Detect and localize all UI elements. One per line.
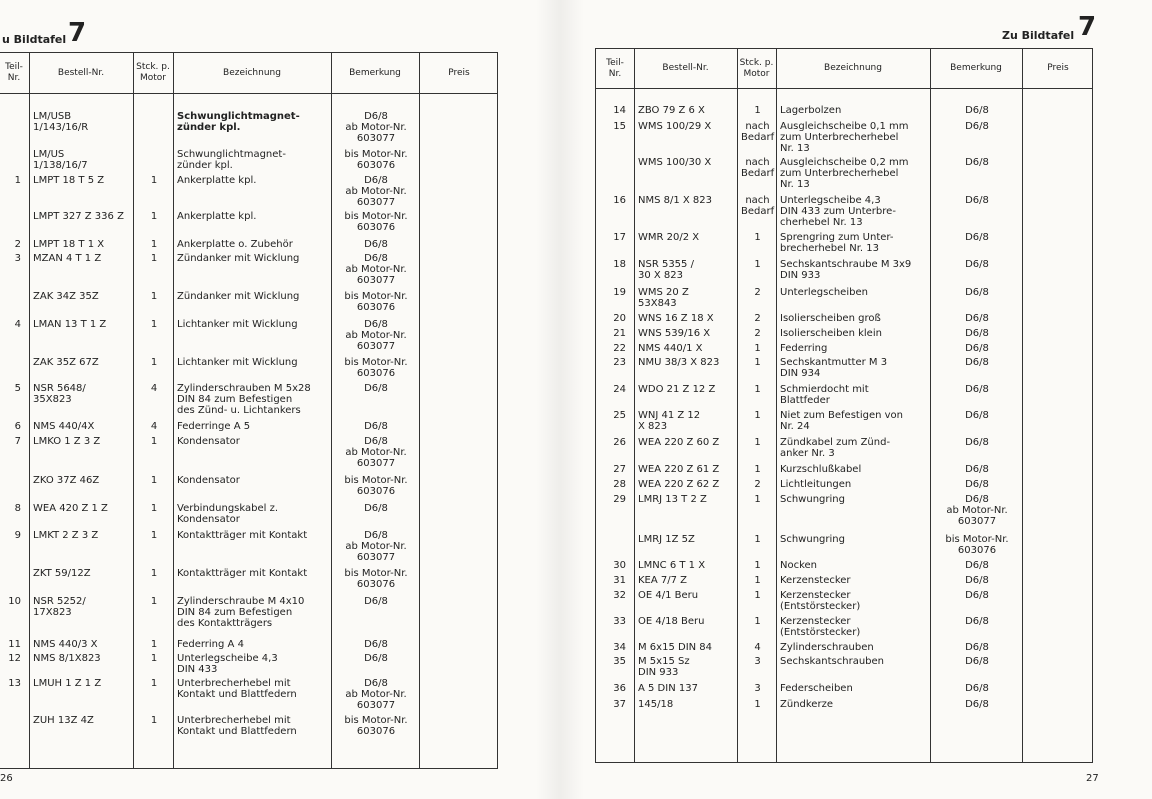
cell-bem: bis Motor-Nr. 603076	[344, 715, 408, 737]
cell-bem: D6/8	[965, 343, 989, 354]
cell-bez: Sechskantmutter M 3 DIN 934	[780, 357, 888, 379]
cell-bestell: LMPT 327 Z 336 Z	[33, 211, 124, 222]
cell-stck: 1	[754, 575, 761, 586]
cell-stck: 1	[754, 232, 761, 243]
cell-bez: Unterlegscheibe 4,3 DIN 433 zum Unterbre- cherhebel Nr. 13	[780, 195, 896, 228]
cell-stck: 1	[150, 715, 158, 726]
right-header-label: Zu Bildtafel	[1002, 29, 1075, 42]
cell-stck: 1	[150, 239, 158, 250]
right-header-col-bezeichnung: Bezeichnung	[824, 63, 882, 73]
cell-stck: 1	[150, 653, 158, 664]
cell-stck: nach Bedarf	[741, 121, 775, 143]
cell-bez: Unterlegscheiben	[780, 287, 868, 298]
cell-bestell: WNJ 41 Z 12 X 823	[638, 410, 701, 432]
left-page	[0, 0, 560, 799]
cell-bez: Unterbrecherhebel mit Kontakt und Blattfedern	[177, 715, 297, 737]
cell-bestell: M 5x15 Sz DIN 933	[638, 656, 690, 678]
cell-nr: 34	[613, 642, 626, 653]
cell-stck: 1	[150, 175, 158, 186]
cell-bez: Schwunglichtmagnet- zünder kpl.	[177, 149, 286, 171]
left-header-col-bemerkung: Bemerkung	[349, 67, 401, 78]
cell-bestell: NMS 8/1X823	[33, 653, 101, 664]
cell-nr: 9	[14, 530, 21, 541]
cell-bem: D6/8	[965, 437, 989, 448]
cell-bem: D6/8	[965, 121, 989, 132]
cell-bestell: LMKT 2 Z 3 Z	[33, 530, 99, 541]
cell-bem: D6/8	[965, 479, 989, 490]
cell-stck: 1	[150, 475, 158, 486]
cell-stck: 1	[150, 568, 158, 579]
cell-stck: 1	[754, 410, 761, 421]
cell-bez: Isolierscheiben groß	[780, 313, 881, 324]
cell-bem: D6/8	[965, 656, 989, 667]
cell-bez: Kondensator	[177, 475, 240, 486]
cell-bem: D6/8	[364, 653, 388, 664]
cell-bem: D6/8	[965, 699, 989, 710]
cell-stck: 4	[754, 642, 761, 653]
cell-stck: 1	[150, 211, 158, 222]
cell-bez: Kerzenstecker	[780, 575, 851, 586]
cell-stck: 3	[754, 683, 761, 694]
cell-stck: 1	[754, 357, 761, 368]
cell-bestell: OE 4/1 Beru	[638, 590, 699, 601]
cell-bestell: ZUH 13Z 4Z	[33, 715, 94, 726]
cell-nr: 17	[613, 232, 626, 243]
cell-bestell: WNS 16 Z 18 X	[638, 313, 714, 324]
cell-bestell: KEA 7/7 Z	[638, 575, 688, 586]
cell-bez: Sechskantschraube M 3x9 DIN 933	[780, 259, 912, 281]
cell-bez: Ankerplatte kpl.	[177, 211, 257, 222]
cell-bez: Schwunglichtmagnet- zünder kpl.	[177, 111, 300, 133]
cell-nr: 24	[613, 384, 626, 395]
cell-stck: 1	[754, 616, 761, 627]
cell-bestell: WEA 220 Z 62 Z	[638, 479, 720, 490]
cell-bem: bis Motor-Nr. 603076	[344, 291, 408, 313]
cell-bestell: WMR 20/2 X	[638, 232, 700, 243]
cell-stck: 1	[754, 259, 761, 270]
cell-bem: D6/8	[364, 503, 388, 514]
cell-bem: D6/8	[364, 421, 388, 432]
cell-nr: 37	[613, 699, 626, 710]
cell-nr: 13	[8, 678, 21, 689]
right-header-col-stck: Stck. p. Motor	[739, 57, 774, 79]
cell-stck: 2	[754, 287, 761, 298]
cell-nr: 15	[613, 121, 626, 132]
cell-bem: bis Motor-Nr. 603076	[344, 475, 408, 497]
cell-nr: 27	[613, 464, 626, 475]
cell-bez: Schwungring	[780, 534, 845, 545]
cell-bez: Lichtanker mit Wicklung	[177, 357, 298, 368]
cell-nr: 1	[14, 175, 21, 186]
cell-stck: 1	[754, 437, 761, 448]
cell-nr: 33	[613, 616, 626, 627]
cell-bestell: NSR 5252/ 17X823	[33, 596, 86, 618]
cell-bestell: M 6x15 DIN 84	[638, 642, 713, 653]
cell-bem: D6/8	[965, 357, 989, 368]
cell-stck: 1	[150, 530, 158, 541]
cell-stck: 1	[150, 678, 158, 689]
cell-bestell: LMPT 18 T 1 X	[33, 239, 105, 250]
cell-bez: Zündkerze	[780, 699, 833, 710]
cell-bestell: ZKO 37Z 46Z	[33, 475, 100, 486]
cell-stck: 1	[150, 291, 158, 302]
cell-bem: D6/8	[965, 560, 989, 571]
cell-bem: D6/8 ab Motor-Nr. 603077	[345, 253, 407, 286]
cell-bez: Kontaktträger mit Kontakt	[177, 568, 308, 579]
cell-bez: Federring	[780, 343, 828, 354]
cell-bestell: LMRJ 13 T 2 Z	[638, 494, 707, 505]
cell-bestell: A 5 DIN 137	[638, 683, 698, 694]
cell-bez: Zündkabel zum Zünd- anker Nr. 3	[780, 437, 891, 459]
cell-bem: D6/8	[965, 464, 989, 475]
cell-bez: Kontaktträger mit Kontakt	[177, 530, 308, 541]
cell-bez: Verbindungskabel z. Kondensator	[177, 503, 279, 525]
cell-bem: D6/8 ab Motor-Nr. 603077	[345, 678, 407, 711]
cell-bez: Ausgleichscheibe 0,1 mm zum Unterbrecherhebel Nr. 13	[780, 121, 909, 154]
cell-bez: Niet zum Befestigen von Nr. 24	[780, 410, 904, 432]
cell-bestell: NMS 440/4X	[33, 421, 95, 432]
cell-bem: D6/8	[965, 157, 989, 168]
cell-bestell: ZKT 59/12Z	[33, 568, 91, 579]
cell-stck: 1	[150, 436, 158, 447]
cell-bem: D6/8	[965, 590, 989, 601]
cell-bem: D6/8	[965, 642, 989, 653]
cell-bestell: NMS 8/1 X 823	[638, 195, 713, 206]
cell-bez: Zündanker mit Wicklung	[177, 291, 300, 302]
cell-nr: 29	[613, 494, 626, 505]
cell-stck: 1	[150, 639, 158, 650]
right-page-number: 27	[1086, 773, 1099, 784]
cell-bestell: NSR 5648/ 35X823	[33, 383, 86, 405]
cell-bestell: NMU 38/3 X 823	[638, 357, 720, 368]
cell-bestell: WMS 20 Z 53X843	[638, 287, 689, 309]
cell-bestell: LMAN 13 T 1 Z	[33, 319, 107, 330]
right-header-col-bemerkung: Bemerkung	[950, 63, 1002, 73]
cell-nr: 16	[613, 195, 626, 206]
cell-bez: Kondensator	[177, 436, 240, 447]
cell-nr: 6	[14, 421, 21, 432]
cell-bestell: LM/USB 1/143/16/R	[33, 111, 89, 133]
cell-bem: D6/8 ab Motor-Nr. 603077	[345, 111, 407, 144]
cell-bestell: MZAN 4 T 1 Z	[33, 253, 102, 264]
cell-nr: 19	[613, 287, 626, 298]
right-header-col-teil-nr: Teil- Nr.	[606, 57, 624, 79]
cell-nr: 32	[613, 590, 626, 601]
cell-nr: 31	[613, 575, 626, 586]
cell-bem: D6/8	[364, 639, 388, 650]
cell-bestell: 145/18	[638, 699, 674, 710]
cell-nr: 30	[613, 560, 626, 571]
right-header-col-preis: Preis	[1047, 63, 1069, 73]
cell-bem: D6/8 ab Motor-Nr. 603077	[345, 319, 407, 352]
cell-nr: 23	[613, 357, 626, 368]
cell-bem: D6/8	[364, 383, 388, 394]
cell-bestell: WEA 420 Z 1 Z	[33, 503, 108, 514]
cell-bestell: NSR 5355 / 30 X 823	[638, 259, 694, 281]
cell-nr: 10	[8, 596, 21, 607]
cell-bez: Lichtanker mit Wicklung	[177, 319, 298, 330]
cell-bestell: LMUH 1 Z 1 Z	[33, 678, 102, 689]
cell-nr: 20	[613, 313, 626, 324]
cell-bestell: WEA 220 Z 61 Z	[638, 464, 720, 475]
cell-stck: 2	[754, 328, 761, 339]
cell-bem: D6/8 ab Motor-Nr. 603077	[345, 530, 407, 563]
cell-bez: Lichtleitungen	[780, 479, 852, 490]
cell-bestell: LM/US 1/138/16/7	[33, 149, 88, 171]
cell-nr: 22	[613, 343, 626, 354]
left-plate-number: 7	[68, 18, 87, 48]
cell-stck: 1	[150, 596, 158, 607]
cell-stck: 1	[754, 464, 761, 475]
cell-bem: D6/8	[965, 575, 989, 586]
cell-bem: D6/8	[965, 195, 989, 206]
cell-bem: D6/8	[965, 313, 989, 324]
cell-bestell: WMS 100/30 X	[638, 157, 712, 168]
cell-bem: bis Motor-Nr. 603076	[344, 211, 408, 233]
cell-bez: Kerzenstecker (Entstörstecker)	[780, 590, 861, 612]
cell-stck: 2	[754, 313, 761, 324]
cell-bestell: WEA 220 Z 60 Z	[638, 437, 720, 448]
left-header-col-stck: Stck. p. Motor	[136, 62, 170, 83]
cell-nr: 2	[14, 239, 21, 250]
cell-bestell: LMKO 1 Z 3 Z	[33, 436, 101, 447]
cell-stck: 1	[150, 503, 158, 514]
cell-stck: 4	[150, 421, 158, 432]
cell-bez: Lagerbolzen	[780, 105, 842, 116]
cell-bem: bis Motor-Nr. 603076	[344, 149, 408, 171]
cell-nr: 36	[613, 683, 626, 694]
right-page	[560, 0, 1152, 799]
cell-stck: 1	[754, 560, 761, 571]
cell-bez: Zylinderschraube M 4x10 DIN 84 zum Befestigen des Kontaktträgers	[177, 596, 305, 629]
cell-bestell: ZAK 34Z 35Z	[33, 291, 99, 302]
left-page-number: 26	[0, 773, 13, 784]
cell-nr: 14	[613, 105, 626, 116]
cell-nr: 35	[613, 656, 626, 667]
cell-bez: Schmierdocht mit Blattfeder	[780, 384, 869, 406]
cell-bez: Ankerplatte kpl.	[177, 175, 257, 186]
cell-bestell: WNS 539/16 X	[638, 328, 711, 339]
cell-bestell: ZBO 79 Z 6 X	[638, 105, 705, 116]
cell-stck: 1	[150, 253, 158, 264]
cell-bem: bis Motor-Nr. 603076	[344, 357, 408, 379]
left-header-col-preis: Preis	[448, 67, 470, 78]
cell-bem: D6/8 ab Motor-Nr. 603077	[946, 494, 1008, 527]
cell-stck: 1	[150, 357, 158, 368]
cell-bez: Federringe A 5	[177, 421, 251, 432]
cell-stck: 1	[754, 105, 761, 116]
cell-stck: nach Bedarf	[741, 195, 775, 217]
left-header-col-teil-nr: Teil- Nr.	[5, 62, 23, 83]
cell-bez: Kurzschlußkabel	[780, 464, 862, 475]
cell-stck: 1	[754, 343, 761, 354]
cell-bem: D6/8	[965, 259, 989, 270]
cell-bem: D6/8 ab Motor-Nr. 603077	[345, 175, 407, 208]
left-header-col-bezeichnung: Bezeichnung	[223, 67, 281, 78]
cell-bem: D6/8	[965, 328, 989, 339]
cell-bez: Unterbrecherhebel mit Kontakt und Blattfedern	[177, 678, 297, 700]
right-header-col-bestell-nr: Bestell-Nr.	[662, 63, 709, 73]
cell-nr: 26	[613, 437, 626, 448]
cell-bem: D6/8 ab Motor-Nr. 603077	[345, 436, 407, 469]
cell-stck: 4	[150, 383, 158, 394]
cell-bez: Ausgleichscheibe 0,2 mm zum Unterbrecherhebel Nr. 13	[780, 157, 909, 190]
cell-stck: 1	[754, 699, 761, 710]
cell-bez: Zylinderschrauben	[780, 642, 874, 653]
cell-bem: D6/8	[965, 105, 989, 116]
cell-bez: Nocken	[780, 560, 818, 571]
cell-bez: Isolierscheiben klein	[780, 328, 882, 339]
cell-bestell: WDO 21 Z 12 Z	[638, 384, 716, 395]
cell-nr: 3	[14, 253, 21, 264]
cell-bem: D6/8	[965, 384, 989, 395]
cell-bez: Ankerplatte o. Zubehör	[177, 239, 293, 250]
left-parts-table	[0, 52, 498, 769]
cell-bem: D6/8	[364, 596, 388, 607]
cell-nr: 7	[14, 436, 21, 447]
cell-bez: Federscheiben	[780, 683, 853, 694]
cell-bem: D6/8	[965, 287, 989, 298]
cell-bem: D6/8	[965, 616, 989, 627]
cell-nr: 12	[8, 653, 21, 664]
cell-bez: Federring A 4	[177, 639, 244, 650]
cell-bestell: NMS 440/1 X	[638, 343, 703, 354]
cell-stck: 1	[754, 534, 761, 545]
cell-nr: 4	[14, 319, 21, 330]
right-parts-table	[595, 48, 1093, 763]
cell-stck: 3	[754, 656, 761, 667]
cell-bem: D6/8	[965, 683, 989, 694]
cell-bez: Kerzenstecker (Entstörstecker)	[780, 616, 861, 638]
cell-bez: Unterlegscheibe 4,3 DIN 433	[177, 653, 278, 675]
cell-bestell: NMS 440/3 X	[33, 639, 98, 650]
cell-bestell: OE 4/18 Beru	[638, 616, 705, 627]
cell-nr: 11	[8, 639, 21, 650]
cell-stck: 1	[754, 590, 761, 601]
cell-bestell: ZAK 35Z 67Z	[33, 357, 99, 368]
cell-nr: 5	[14, 383, 21, 394]
cell-nr: 8	[14, 503, 21, 514]
cell-bez: Sechskantschrauben	[780, 656, 885, 667]
left-header-col-bestell-nr: Bestell-Nr.	[57, 67, 105, 78]
cell-bestell: WMS 100/29 X	[638, 121, 712, 132]
cell-stck: 2	[754, 479, 761, 490]
cell-bem: D6/8	[965, 232, 989, 243]
cell-stck: nach Bedarf	[741, 157, 775, 179]
cell-nr: 28	[613, 479, 626, 490]
cell-nr: 25	[613, 410, 626, 421]
cell-bestell: LMNC 6 T 1 X	[638, 560, 706, 571]
cell-bem: bis Motor-Nr. 603076	[945, 534, 1009, 556]
cell-bez: Zylinderschrauben M 5x28 DIN 84 zum Befestigen des Zünd- u. Lichtankers	[177, 383, 311, 416]
cell-stck: 1	[754, 494, 761, 505]
cell-nr: 18	[613, 259, 626, 270]
cell-bez: Schwungring	[780, 494, 845, 505]
cell-bez: Zündanker mit Wicklung	[177, 253, 300, 264]
cell-stck: 1	[150, 319, 158, 330]
cell-stck: 1	[754, 384, 761, 395]
cell-bestell: LMPT 18 T 5 Z	[33, 175, 105, 186]
right-plate-number: 7	[1078, 12, 1097, 42]
cell-nr: 21	[613, 328, 626, 339]
left-header-label: u Bildtafel	[2, 33, 67, 46]
cell-bem: D6/8	[965, 410, 989, 421]
cell-bem: bis Motor-Nr. 603076	[344, 568, 408, 590]
cell-bem: D6/8	[364, 239, 388, 250]
cell-bestell: LMRJ 1Z 5Z	[638, 534, 695, 545]
cell-bez: Sprengring zum Unter- brecherhebel Nr. 13	[780, 232, 894, 254]
